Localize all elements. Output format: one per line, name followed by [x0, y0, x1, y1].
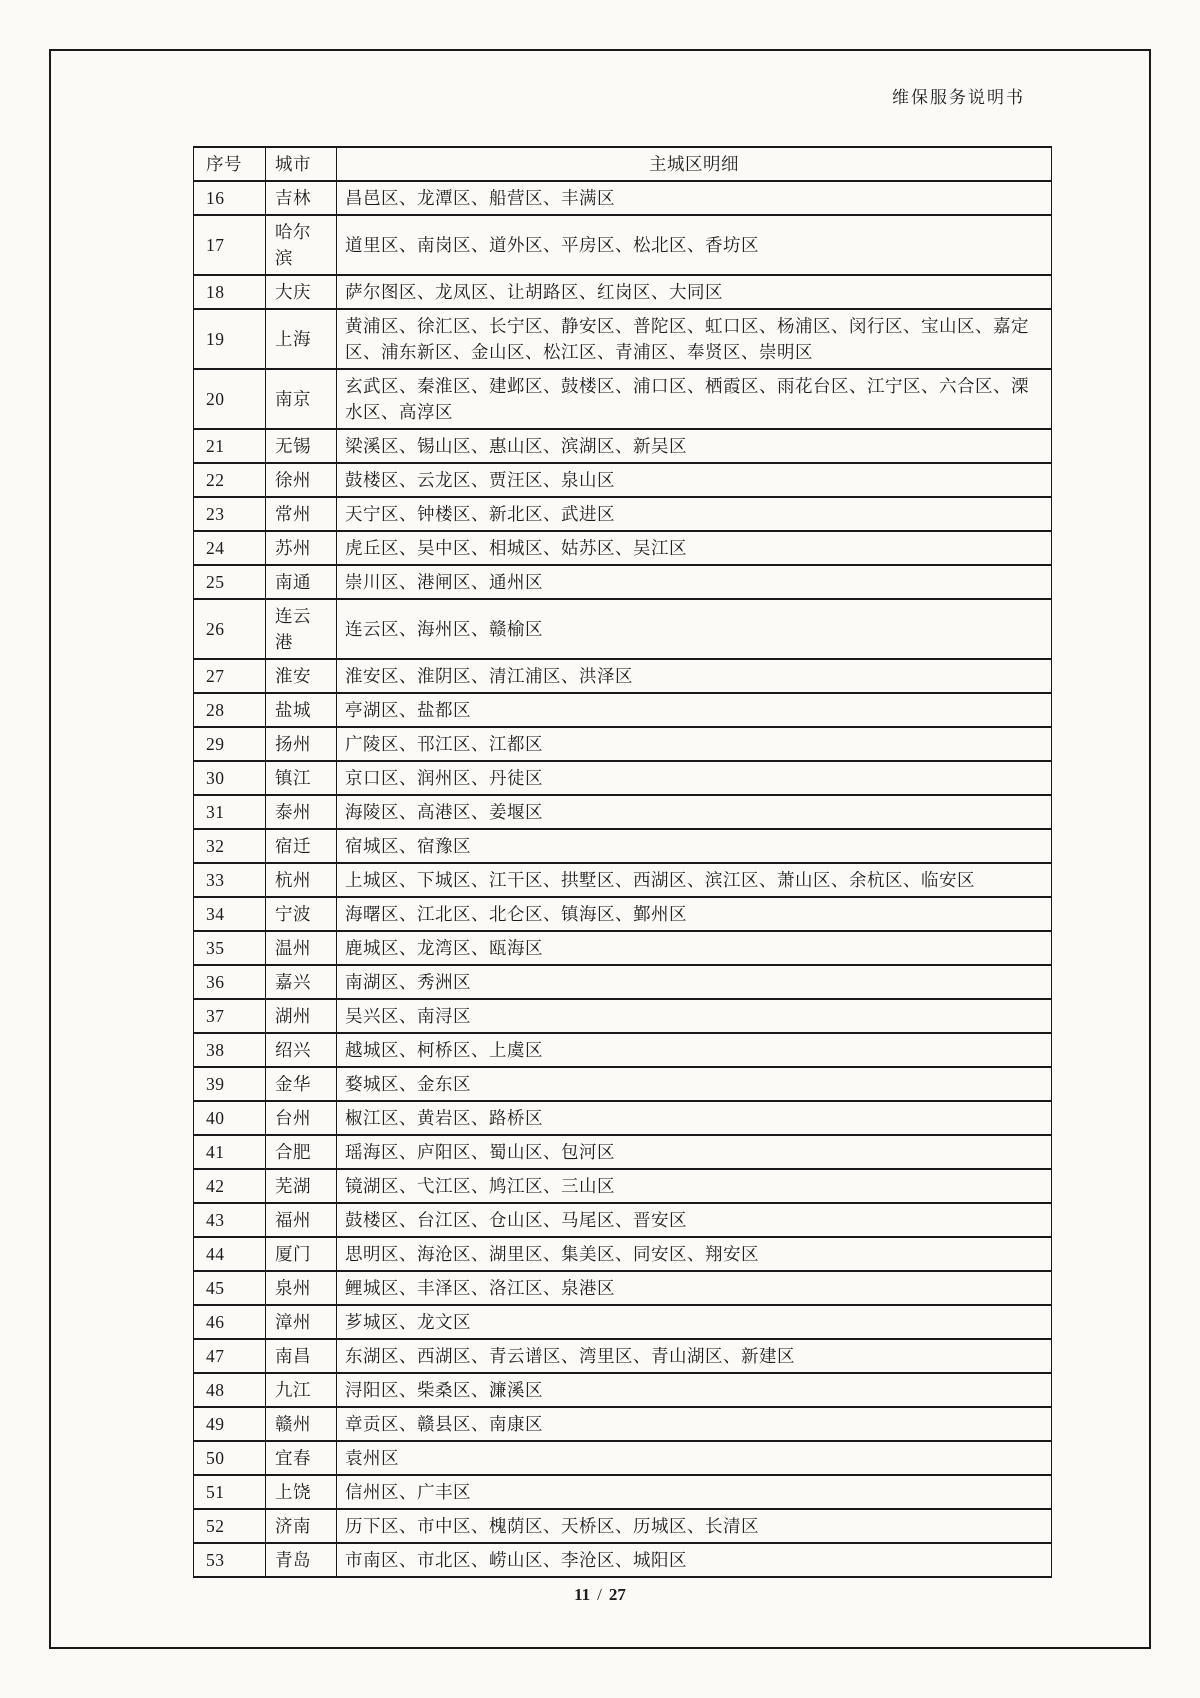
row-city-cell: 福州 — [266, 1203, 337, 1237]
table-row — [194, 531, 1052, 565]
page-number-total: 27 — [608, 1585, 626, 1604]
row-city-cell: 泰州 — [266, 795, 337, 829]
page-number-footer — [0, 1585, 1200, 1605]
row-city-cell: 湖州 — [266, 999, 337, 1033]
row-seq-cell: 24 — [194, 531, 266, 565]
row-city-cell: 漳州 — [266, 1305, 337, 1339]
row-city-cell: 南京 — [266, 369, 337, 429]
row-city-cell: 杭州 — [266, 863, 337, 897]
table-header-row — [194, 147, 1052, 181]
column-header-seq: 序号 — [194, 147, 266, 181]
row-districts-cell: 瑶海区、庐阳区、蜀山区、包河区 — [337, 1135, 1052, 1169]
column-header-districts: 主城区明细 — [337, 147, 1052, 181]
row-city-cell: 芜湖 — [266, 1169, 337, 1203]
row-seq-cell: 30 — [194, 761, 266, 795]
row-seq-cell: 33 — [194, 863, 266, 897]
row-seq-cell: 48 — [194, 1373, 266, 1407]
table-row — [194, 965, 1052, 999]
row-seq-cell: 44 — [194, 1237, 266, 1271]
row-seq-cell: 17 — [194, 215, 266, 275]
row-city-cell: 南通 — [266, 565, 337, 599]
table-row — [194, 897, 1052, 931]
row-city-cell: 台州 — [266, 1101, 337, 1135]
table-row — [194, 761, 1052, 795]
table-row — [194, 829, 1052, 863]
row-seq-cell: 42 — [194, 1169, 266, 1203]
row-seq-cell: 47 — [194, 1339, 266, 1373]
table-row — [194, 1271, 1052, 1305]
row-seq-cell: 46 — [194, 1305, 266, 1339]
row-city-cell: 哈尔滨 — [266, 215, 337, 275]
row-districts-cell: 浔阳区、柴桑区、濂溪区 — [337, 1373, 1052, 1407]
table-row — [194, 1305, 1052, 1339]
row-city-cell: 九江 — [266, 1373, 337, 1407]
row-city-cell: 青岛 — [266, 1543, 337, 1577]
row-districts-cell: 镜湖区、弋江区、鸠江区、三山区 — [337, 1169, 1052, 1203]
row-districts-cell: 婺城区、金东区 — [337, 1067, 1052, 1101]
row-districts-cell: 袁州区 — [337, 1441, 1052, 1475]
row-seq-cell: 40 — [194, 1101, 266, 1135]
row-districts-cell: 崇川区、港闸区、通州区 — [337, 565, 1052, 599]
row-seq-cell: 35 — [194, 931, 266, 965]
row-districts-cell: 历下区、市中区、槐荫区、天桥区、历城区、长清区 — [337, 1509, 1052, 1543]
row-districts-cell: 虎丘区、吴中区、相城区、姑苏区、吴江区 — [337, 531, 1052, 565]
table-row — [194, 215, 1052, 275]
row-districts-cell: 海陵区、高港区、姜堰区 — [337, 795, 1052, 829]
row-seq-cell: 20 — [194, 369, 266, 429]
row-districts-cell: 芗城区、龙文区 — [337, 1305, 1052, 1339]
row-city-cell: 大庆 — [266, 275, 337, 309]
row-districts-cell: 鼓楼区、云龙区、贾汪区、泉山区 — [337, 463, 1052, 497]
table-row — [194, 727, 1052, 761]
row-city-cell: 苏州 — [266, 531, 337, 565]
row-districts-cell: 吴兴区、南浔区 — [337, 999, 1052, 1033]
row-districts-cell: 昌邑区、龙潭区、船营区、丰满区 — [337, 181, 1052, 215]
table-row — [194, 693, 1052, 727]
table-row — [194, 1101, 1052, 1135]
row-seq-cell: 37 — [194, 999, 266, 1033]
row-districts-cell: 上城区、下城区、江干区、拱墅区、西湖区、滨江区、萧山区、余杭区、临安区 — [337, 863, 1052, 897]
row-city-cell: 上海 — [266, 309, 337, 369]
row-city-cell: 宁波 — [266, 897, 337, 931]
row-seq-cell: 34 — [194, 897, 266, 931]
table-row — [194, 1543, 1052, 1577]
row-city-cell: 盐城 — [266, 693, 337, 727]
row-seq-cell: 43 — [194, 1203, 266, 1237]
row-seq-cell: 31 — [194, 795, 266, 829]
table-row — [194, 659, 1052, 693]
row-city-cell: 常州 — [266, 497, 337, 531]
row-districts-cell: 京口区、润州区、丹徒区 — [337, 761, 1052, 795]
row-districts-cell: 鹿城区、龙湾区、瓯海区 — [337, 931, 1052, 965]
row-city-cell: 吉林 — [266, 181, 337, 215]
table-row — [194, 1203, 1052, 1237]
column-header-city: 城市 — [266, 147, 337, 181]
row-districts-cell: 信州区、广丰区 — [337, 1475, 1052, 1509]
table-row — [194, 1033, 1052, 1067]
row-city-cell: 镇江 — [266, 761, 337, 795]
row-districts-cell: 市南区、市北区、崂山区、李沧区、城阳区 — [337, 1543, 1052, 1577]
page-number-current: 11 — [574, 1585, 591, 1604]
row-seq-cell: 32 — [194, 829, 266, 863]
row-seq-cell: 51 — [194, 1475, 266, 1509]
table-row — [194, 999, 1052, 1033]
row-seq-cell: 23 — [194, 497, 266, 531]
row-districts-cell: 海曙区、江北区、北仑区、镇海区、鄞州区 — [337, 897, 1052, 931]
row-seq-cell: 36 — [194, 965, 266, 999]
row-city-cell: 合肥 — [266, 1135, 337, 1169]
table-row — [194, 1373, 1052, 1407]
row-districts-cell: 章贡区、赣县区、南康区 — [337, 1407, 1052, 1441]
table-row — [194, 497, 1052, 531]
row-city-cell: 连云港 — [266, 599, 337, 659]
table-body — [194, 181, 1052, 1577]
row-city-cell: 徐州 — [266, 463, 337, 497]
row-seq-cell: 18 — [194, 275, 266, 309]
page-number-separator: / — [597, 1585, 602, 1604]
table-row — [194, 1169, 1052, 1203]
row-seq-cell: 49 — [194, 1407, 266, 1441]
row-districts-cell: 鼓楼区、台江区、仓山区、马尾区、晋安区 — [337, 1203, 1052, 1237]
row-districts-cell: 天宁区、钟楼区、新北区、武进区 — [337, 497, 1052, 531]
row-seq-cell: 52 — [194, 1509, 266, 1543]
row-city-cell: 金华 — [266, 1067, 337, 1101]
row-seq-cell: 19 — [194, 309, 266, 369]
table-row — [194, 1135, 1052, 1169]
table-row — [194, 463, 1052, 497]
table-row — [194, 1067, 1052, 1101]
row-districts-cell: 道里区、南岗区、道外区、平房区、松北区、香坊区 — [337, 215, 1052, 275]
row-seq-cell: 26 — [194, 599, 266, 659]
row-districts-cell: 思明区、海沧区、湖里区、集美区、同安区、翔安区 — [337, 1237, 1052, 1271]
row-city-cell: 上饶 — [266, 1475, 337, 1509]
row-districts-cell: 黄浦区、徐汇区、长宁区、静安区、普陀区、虹口区、杨浦区、闵行区、宝山区、嘉定区、浦东新区、金山区、松江区、青浦区、奉贤区、崇明区 — [337, 309, 1052, 369]
table-row — [194, 369, 1052, 429]
table-row — [194, 931, 1052, 965]
row-city-cell: 赣州 — [266, 1407, 337, 1441]
row-city-cell: 无锡 — [266, 429, 337, 463]
row-city-cell: 宿迁 — [266, 829, 337, 863]
row-districts-cell: 萨尔图区、龙凤区、让胡路区、红岗区、大同区 — [337, 275, 1052, 309]
table-row — [194, 1475, 1052, 1509]
row-city-cell: 泉州 — [266, 1271, 337, 1305]
document-header-title: 维保服务说明书 — [892, 88, 1025, 107]
row-districts-cell: 宿城区、宿豫区 — [337, 829, 1052, 863]
row-seq-cell: 28 — [194, 693, 266, 727]
row-districts-cell: 玄武区、秦淮区、建邺区、鼓楼区、浦口区、栖霞区、雨花台区、江宁区、六合区、溧水区、高淳区 — [337, 369, 1052, 429]
row-seq-cell: 21 — [194, 429, 266, 463]
row-districts-cell: 连云区、海州区、赣榆区 — [337, 599, 1052, 659]
row-districts-cell: 椒江区、黄岩区、路桥区 — [337, 1101, 1052, 1135]
table-row — [194, 1339, 1052, 1373]
row-seq-cell: 25 — [194, 565, 266, 599]
table-row — [194, 1407, 1052, 1441]
row-city-cell: 济南 — [266, 1509, 337, 1543]
row-districts-cell: 淮安区、淮阴区、清江浦区、洪泽区 — [337, 659, 1052, 693]
row-seq-cell: 41 — [194, 1135, 266, 1169]
table-row — [194, 309, 1052, 369]
row-seq-cell: 27 — [194, 659, 266, 693]
table-row — [194, 275, 1052, 309]
row-seq-cell: 50 — [194, 1441, 266, 1475]
row-city-cell: 淮安 — [266, 659, 337, 693]
row-city-cell: 绍兴 — [266, 1033, 337, 1067]
row-city-cell: 扬州 — [266, 727, 337, 761]
row-districts-cell: 东湖区、西湖区、青云谱区、湾里区、青山湖区、新建区 — [337, 1339, 1052, 1373]
row-city-cell: 嘉兴 — [266, 965, 337, 999]
row-seq-cell: 16 — [194, 181, 266, 215]
row-city-cell: 温州 — [266, 931, 337, 965]
table-row — [194, 181, 1052, 215]
table-row — [194, 429, 1052, 463]
table-row — [194, 863, 1052, 897]
row-city-cell: 南昌 — [266, 1339, 337, 1373]
table-row — [194, 599, 1052, 659]
table-row — [194, 1237, 1052, 1271]
row-city-cell: 厦门 — [266, 1237, 337, 1271]
table-row — [194, 1441, 1052, 1475]
table-row — [194, 565, 1052, 599]
table-row — [194, 795, 1052, 829]
row-districts-cell: 南湖区、秀洲区 — [337, 965, 1052, 999]
row-districts-cell: 广陵区、邗江区、江都区 — [337, 727, 1052, 761]
row-city-cell: 宜春 — [266, 1441, 337, 1475]
row-districts-cell: 梁溪区、锡山区、惠山区、滨湖区、新吴区 — [337, 429, 1052, 463]
row-seq-cell: 39 — [194, 1067, 266, 1101]
table-row — [194, 1509, 1052, 1543]
row-seq-cell: 53 — [194, 1543, 266, 1577]
row-districts-cell: 亭湖区、盐都区 — [337, 693, 1052, 727]
row-seq-cell: 45 — [194, 1271, 266, 1305]
row-seq-cell: 22 — [194, 463, 266, 497]
row-districts-cell: 鲤城区、丰泽区、洛江区、泉港区 — [337, 1271, 1052, 1305]
row-seq-cell: 38 — [194, 1033, 266, 1067]
row-districts-cell: 越城区、柯桥区、上虞区 — [337, 1033, 1052, 1067]
row-seq-cell: 29 — [194, 727, 266, 761]
city-districts-table — [193, 146, 1052, 1578]
